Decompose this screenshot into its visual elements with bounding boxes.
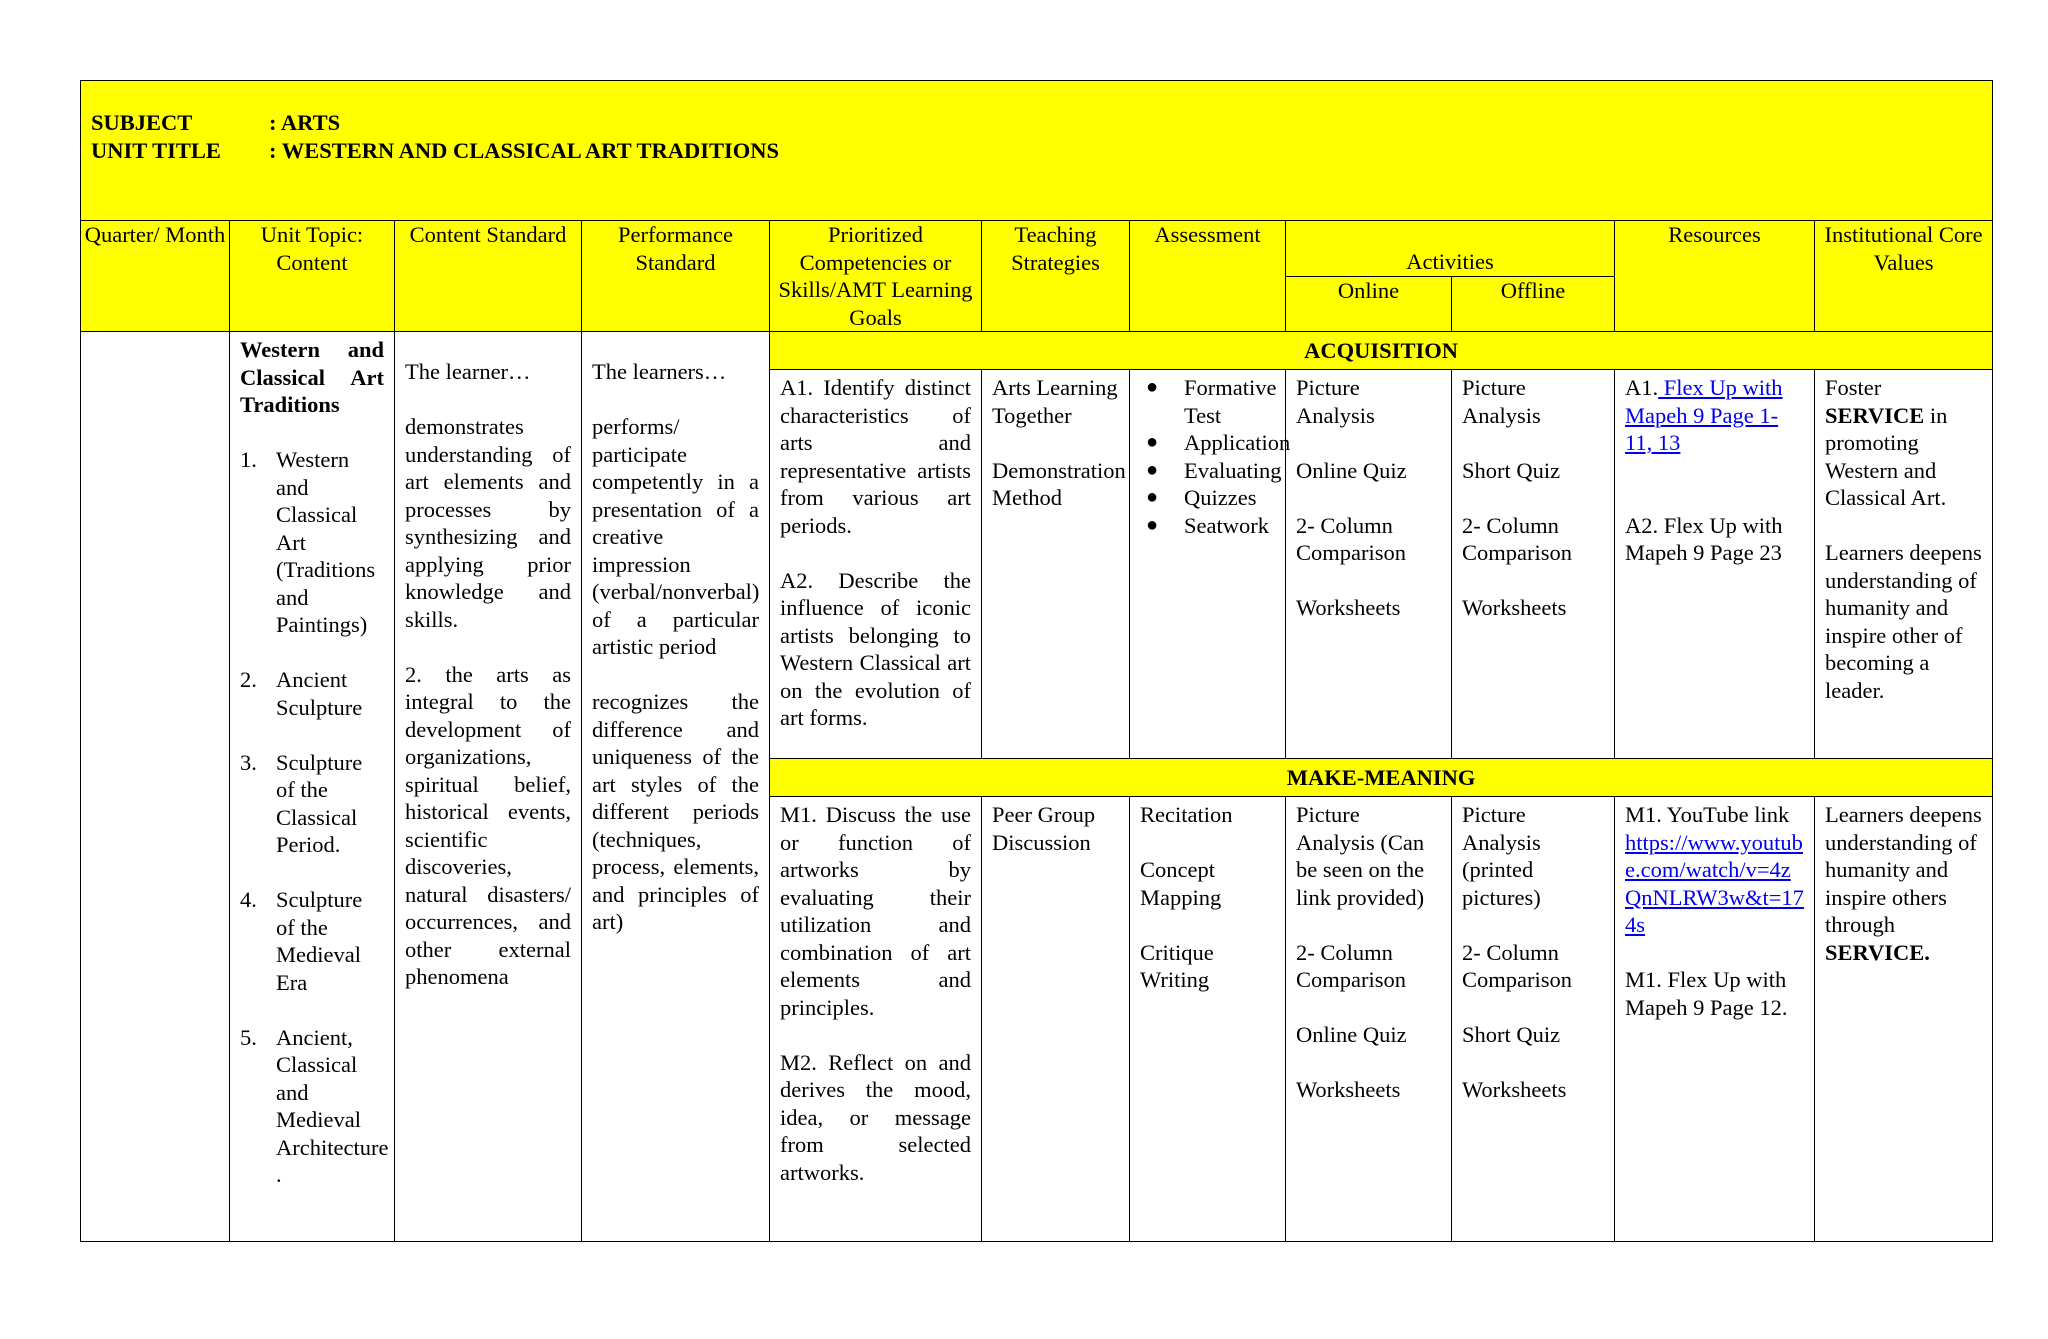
assessment-list <box>1140 374 1291 539</box>
acquisition-resources: A1. Flex Up with Mapeh 9 Page 1-11, 13 A2. Flex Up with Mapeh 9 Page 23 <box>1615 370 1815 759</box>
performance-standard-cell <box>582 332 770 1242</box>
title-block <box>81 81 1993 221</box>
list-item: 1. Western and Classical Art (Traditions and Paintings) <box>240 447 376 637</box>
flex-up-link[interactable]: Flex Up with Mapeh 9 Page 1-11, 13 <box>1625 375 1783 455</box>
col-header-core-values: Institutional Core Values <box>1815 221 1993 332</box>
value-2: Learners deepens understanding of humanity and inspire other of becoming a leader. <box>1825 540 1982 703</box>
col-header-competencies: Prioritized Competencies or Skills/AMT Learning Goals <box>770 221 982 332</box>
performance-standard-p1: performs/ participate competently in a presentation of a creative impression (verbal/nonverbal) of a particular artistic period <box>592 414 760 659</box>
acquisition-band: ACQUISITION <box>770 332 1993 370</box>
performance-standard-p2: recognizes the difference and uniqueness of the art styles of the different periods (techniques, process, elements, and principles of art) <box>592 689 759 934</box>
bullet-icon: ● <box>1146 431 1159 453</box>
make-meaning-resources: M1. YouTube link https://www.youtube.com/watch/v=4zQnNLRW3w&t=174s M1. Flex Up with Mapeh 9 Page 12. <box>1615 797 1815 1242</box>
competency-a2: A2. Describe the influence of iconic artists belonging to Western Classical art on the evolution of art forms. <box>780 567 971 730</box>
make-meaning-assessment: Recitation Concept Mapping Critique Writing <box>1130 797 1286 1242</box>
make-meaning-online: Picture Analysis (Can be seen on the link provided) 2- Column Comparison Online Quiz Worksheets <box>1286 797 1452 1242</box>
unit-topic-cell <box>230 332 395 1242</box>
content-standard-p2: 2. the arts as integral to the development of organizations, spiritual belief, historical events, scientific discoveries, natural disasters/ occurrences, and other external phenomena <box>405 661 571 989</box>
bullet-icon: ● <box>1146 486 1159 508</box>
list-item: 5. Ancient, Classical and Medieval Architecture . <box>240 1024 389 1187</box>
make-meaning-competencies <box>770 797 982 1242</box>
subject-value: : ARTS <box>269 110 341 135</box>
make-meaning-offline: Picture Analysis (printed pictures) 2- Column Comparison Short Quiz Worksheets <box>1452 797 1615 1242</box>
competency-m1: M1. Discuss the use or function of artworks by evaluating their utilization and combination of art elements and principles. <box>780 802 971 1020</box>
list-item: 2. Ancient Sculpture <box>240 667 363 720</box>
list-item: 3. Sculpture of the Classical Period. <box>240 749 363 857</box>
resource-m1-book: M1. Flex Up with Mapeh 9 Page 12. <box>1625 967 1788 1020</box>
lesson-plan-sheet <box>80 80 1992 1242</box>
list-item: ● Application <box>1146 430 1291 455</box>
performance-standard-intro: The learners… <box>592 359 727 384</box>
bullet-icon: ● <box>1146 376 1159 398</box>
col-header-content-standard: Content Standard <box>395 221 582 332</box>
acquisition-assessment <box>1130 370 1291 759</box>
bullet-icon: ● <box>1146 513 1159 536</box>
col-header-strategies: Teaching Strategies <box>982 221 1130 332</box>
competency-m2: M2. Reflect on and derives the mood, idea, or message from selected artworks. <box>780 1049 971 1185</box>
list-item: ● Seatwork <box>1146 512 1269 538</box>
unit-title-value: : WESTERN AND CLASSICAL ART TRADITIONS <box>269 137 779 163</box>
list-item: ● Evaluating <box>1146 457 1282 483</box>
col-header-assessment: Assessment <box>1130 221 1286 332</box>
unit-topic-title: Western and Classical Art Traditions <box>240 337 384 417</box>
acquisition-values: Foster SERVICE in promoting Western and Classical Art. Learners deepens understanding of humanity and inspire other of becoming a leader. <box>1815 370 1993 759</box>
unit-title-label: UNIT TITLE <box>91 137 221 163</box>
make-meaning-strategies: Peer Group Discussion <box>982 797 1130 1242</box>
content-standard-cell <box>395 332 582 1242</box>
make-meaning-band: MAKE-MEANING <box>770 759 1993 797</box>
quarter-cell <box>81 332 230 1242</box>
resource-a2: A2. Flex Up with Mapeh 9 Page 23 <box>1625 512 1783 565</box>
lesson-plan-table <box>80 80 1993 1242</box>
acquisition-competencies <box>770 370 982 759</box>
bullet-icon: ● <box>1146 458 1159 481</box>
list-item: 4. Sculpture of the Medieval Era <box>240 887 363 995</box>
content-standard-p1: demonstrates understanding of art elements and processes by synthesizing and applying prior knowledge and skills. <box>405 414 571 632</box>
list-item: ● Formative Test <box>1146 375 1277 428</box>
content-standard-intro: The learner… <box>405 359 531 384</box>
unit-topic-list <box>240 446 389 1189</box>
strategy-1: Arts Learning Together <box>992 375 1118 428</box>
list-item: ● Quizzes <box>1146 485 1257 510</box>
acquisition-offline: Picture Analysis Short Quiz 2- Column Comparison Worksheets <box>1452 370 1615 759</box>
col-header-unit-topic: Unit Topic: Content <box>230 221 395 332</box>
col-header-activities: Activities <box>1286 221 1615 277</box>
youtube-link[interactable]: https://www.youtube.com/watch/v=4zQnNLRW3w&t=174s <box>1625 829 1804 937</box>
col-header-quarter: Quarter/ Month <box>81 221 230 332</box>
col-header-performance-standard: Performance Standard <box>582 221 770 332</box>
acquisition-strategies <box>982 370 1130 759</box>
col-header-resources: Resources <box>1615 221 1815 332</box>
strategy-2: Demonstration Method <box>992 457 1126 510</box>
col-header-online: Online <box>1286 276 1452 332</box>
col-header-offline: Offline <box>1452 276 1615 332</box>
acquisition-online: Picture Analysis Online Quiz 2- Column Comparison Worksheets <box>1286 370 1452 759</box>
competency-a1: A1. Identify distinct characteristics of arts and representative artists from various art periods. <box>780 375 971 538</box>
subject-label: SUBJECT <box>91 110 193 135</box>
make-meaning-values: Learners deepens understanding of humanity and inspire others through SERVICE. <box>1815 797 1993 1242</box>
